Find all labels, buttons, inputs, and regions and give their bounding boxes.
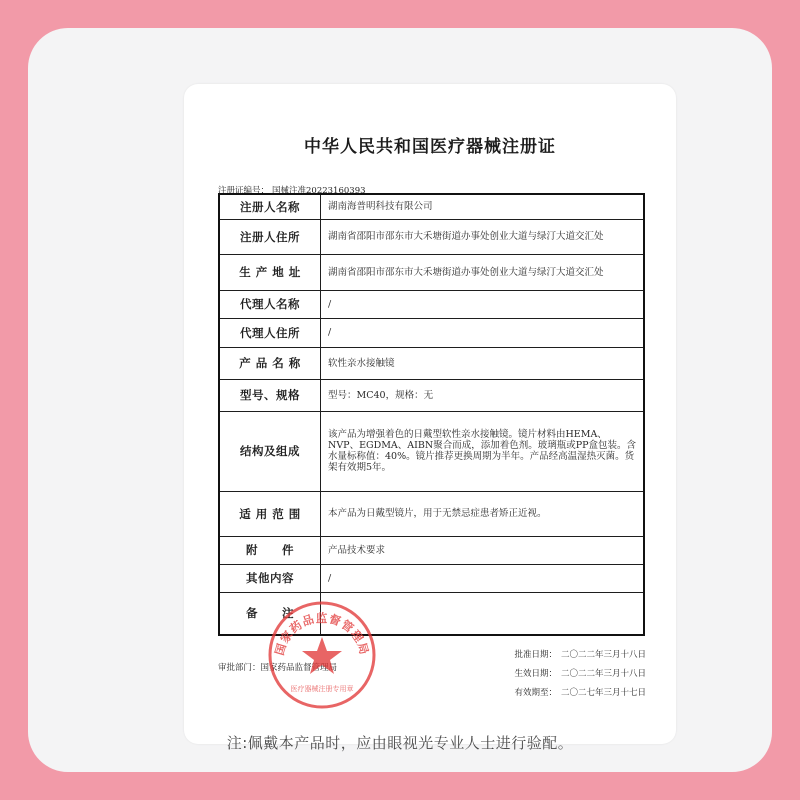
table-row [219, 318, 644, 347]
registration-number-value: 国械注准20223160393 [272, 186, 366, 196]
table-row [219, 379, 644, 411]
star-icon [302, 637, 342, 674]
field-label: 生 产 地 址 [219, 254, 321, 290]
field-label: 注册人住所 [219, 219, 321, 254]
date-label: 批准日期： [514, 650, 557, 660]
date-value: 二〇二二年三月十八日 [560, 669, 646, 679]
date-value: 二〇二七年三月十七日 [560, 688, 646, 698]
approver-value: 国家药品监督管理局 [260, 663, 338, 673]
field-value: / [321, 290, 645, 318]
table-row [219, 219, 644, 254]
field-value: / [321, 318, 645, 347]
official-seal [266, 599, 378, 711]
registration-number-label: 注册证编号： [218, 186, 270, 196]
date-value: 二〇二二年三月十八日 [560, 650, 646, 660]
table-row [219, 254, 644, 290]
field-value: 该产品为增强着色的日戴型软性亲水接触镜。镜片材料由HEMA、NVP、EGDMA、AIBN聚合而成，添加着色剂。玻璃瓶或PP盒包装。含水量标称值：40%。镜片推荐更换周期为半年。产品经高温湿热灭菌。货架有效期5年。 [321, 411, 645, 491]
table-row [219, 411, 644, 491]
field-label: 适 用 范 围 [219, 491, 321, 536]
field-value: 湖南省邵阳市邵东市大禾塘街道办事处创业大道与绿汀大道交汇处 [321, 254, 645, 290]
table-row [219, 347, 644, 379]
date-label: 生效日期： [514, 669, 557, 679]
field-value: 型号：MC40，规格：无 [321, 379, 645, 411]
field-value: 湖南省邵阳市邵东市大禾塘街道办事处创业大道与绿汀大道交汇处 [321, 219, 645, 254]
table-row [219, 564, 644, 592]
date-label: 有效期至： [514, 688, 557, 698]
field-label: 注册人名称 [219, 194, 321, 219]
approver-label: 审批部门： [218, 663, 261, 673]
table-row [219, 491, 644, 536]
field-label: 代理人住所 [219, 318, 321, 347]
certificate-table [218, 193, 645, 636]
approval-block [184, 646, 676, 726]
field-value: 产品技术要求 [321, 536, 645, 564]
field-label: 代理人名称 [219, 290, 321, 318]
certificate-paper [184, 84, 676, 744]
date-row [502, 684, 646, 703]
content-card [28, 28, 772, 772]
date-row [502, 665, 646, 684]
certificate-title: 中华人民共和国医疗器械注册证 [304, 137, 556, 157]
date-row [502, 646, 646, 665]
field-label: 附 件 [219, 536, 321, 564]
field-label: 结构及组成 [219, 411, 321, 491]
table-row [219, 536, 644, 564]
field-value: 软性亲水接触镜 [321, 347, 645, 379]
field-value: 本产品为日戴型镜片，用于无禁忌症患者矫正近视。 [321, 491, 645, 536]
footnote: 注:佩戴本产品时，应由眼视光专业人士进行验配。 [226, 734, 574, 752]
svg-text:国家药品监督管理局: 国家药品监督管理局 [272, 610, 372, 657]
field-label: 备 注 [219, 592, 321, 635]
date-list [502, 646, 646, 703]
svg-text:医疗器械注册专用章: 医疗器械注册专用章 [290, 685, 354, 693]
field-label: 产 品 名 称 [219, 347, 321, 379]
field-label: 型号、规格 [219, 379, 321, 411]
field-value: 湖南海普明科技有限公司 [321, 194, 645, 219]
table-row [219, 290, 644, 318]
field-label: 其他内容 [219, 564, 321, 592]
table-row [219, 194, 644, 219]
field-value: / [321, 564, 645, 592]
